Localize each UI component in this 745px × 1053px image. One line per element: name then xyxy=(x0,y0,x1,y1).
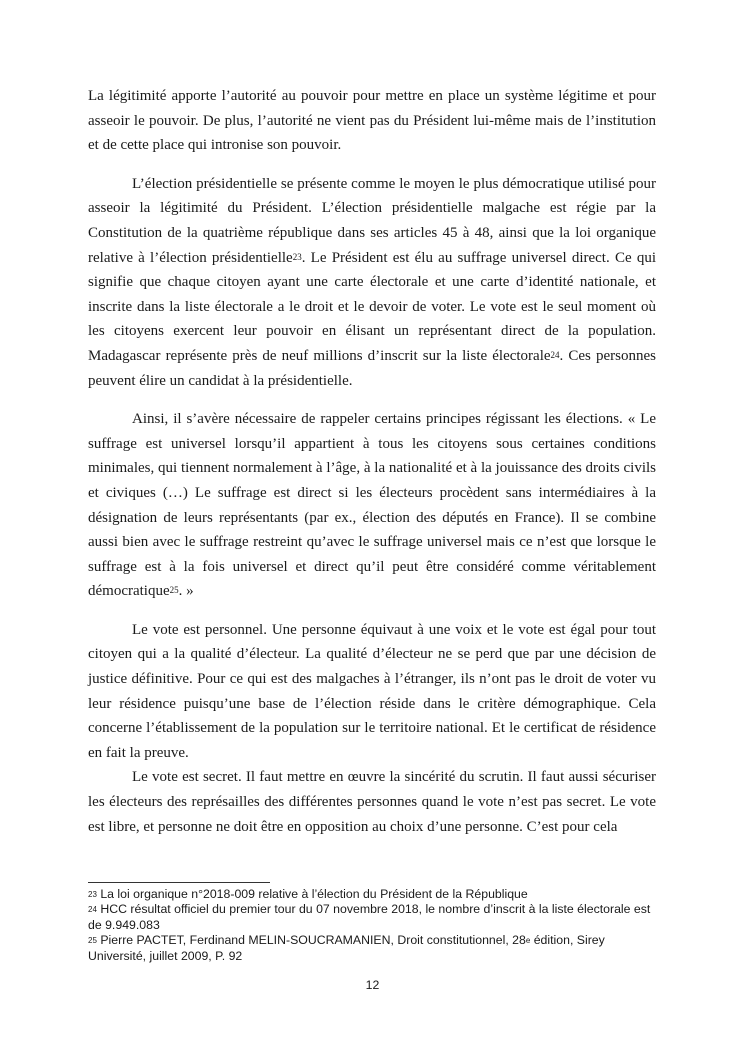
footnote-text: Pierre PACTET, Ferdinand MELIN-SOUCRAMANIEN, Droit constitutionnel, 28 xyxy=(96,933,526,948)
text-run: Le vote est personnel. Une personne équivaut à une voix et le vote est égal pour tout citoyen qui a la qualité d’électeur. La qualité d’électeur ne se perd que par une décision de justice définitive. Pour ce qui est des malgaches à l’étranger, ils n’ont pas le droit de voter vu leur résidence puisqu’une base de l’élection réside dans le critère démographique. Cela concerne l’établissement de la population sur le territoire national. Et le certificat de résidence en fait la preuve. xyxy=(88,621,656,761)
paragraph-1 xyxy=(88,84,656,158)
text-run: . Le Président est élu au suffrage universel direct. Ce qui signifie que chaque citoyen ayant une carte électorale et une carte d’identité nationale, et inscrite dans la liste électorale a le droit et le devoir de voter. Le vote est le seul moment où les citoyens exercent leur pouvoir en élisant un représentant direct de la population. Madagascar représente près de neuf millions d’inscrit sur la liste électorale xyxy=(88,249,656,364)
footnote-number: 25 xyxy=(88,936,97,946)
paragraph-3 xyxy=(88,407,656,604)
text-run: L’élection présidentielle se présente comme le moyen le plus démocratique utilisé pour asseoir la légitimité du Président. L’élection présidentielle malgache est régie par la Constitution de la quatrième république dans ses articles 45 à 48, ainsi que la loi organique relative à l’élection présidentielle xyxy=(88,175,656,266)
footnote-number: 23 xyxy=(88,890,97,899)
footnote-25 xyxy=(88,933,660,964)
text-run: Le vote est secret. Il faut mettre en œuvre la sincérité du scrutin. Il faut aussi sécuriser les électeurs des représailles des différentes personnes quand le vote n’est pas secret. Le vote est libre, et personne ne doit être en opposition au choix d’une personne. C’est pour cela xyxy=(88,769,656,835)
footnote-ref-23[interactable]: 23 xyxy=(292,251,302,262)
footnote-number: 24 xyxy=(88,905,97,915)
text-run: . Ces personnes peuvent élire un candidat à la présidentielle. xyxy=(88,347,656,389)
footnote-24 xyxy=(88,902,660,933)
footnote-ref-24[interactable]: 24 xyxy=(550,349,560,360)
footnote-23 xyxy=(88,887,660,902)
paragraph-5 xyxy=(88,765,656,839)
text-run: Ainsi, il s’avère nécessaire de rappeler certains principes régissant les élections. « Le suffrage est universel lorsqu’il appartient à tous les citoyens sous certaines conditions minimales, qui tiennent normalement à l’âge, à la nationalité et à la jouissance des droits civils et civiques (…) Le suffrage est direct si les électeurs procèdent sans intermédiaires à la désignation de leurs représentants (par ex., élection des députés en France). Il se combine aussi bien avec le suffrage restreint qu’avec le suffrage universel mais ce n’est que lorsque le suffrage est à la fois universel et direct qu’il peut être considéré comme véritablement démocratique xyxy=(88,411,656,600)
footnotes xyxy=(88,887,660,964)
text-run: La légitimité apporte l’autorité au pouvoir pour mettre en place un système légitime et pour asseoir le pouvoir. De plus, l’autorité ne vient pas du Président lui-même mais de l’institution et de cette place qui intronise son pouvoir. xyxy=(88,88,656,154)
footnote-text: La loi organique n°2018-009 relative à l’élection du Président de la République xyxy=(96,887,528,901)
paragraph-4 xyxy=(88,618,656,766)
paragraph-2 xyxy=(88,172,656,393)
footnote-text: HCC résultat officiel du premier tour du 07 novembre 2018, le nombre d’inscrit à la liste électorale est de 9.949.083 xyxy=(88,902,651,932)
footnote-text: édition, Sirey Université, juillet 2009, P. 92 xyxy=(88,933,605,963)
ordinal-suffix: e xyxy=(525,936,531,946)
footnote-separator xyxy=(88,882,270,883)
body-text xyxy=(88,84,656,839)
text-run: . » xyxy=(178,583,194,600)
page-number: 12 xyxy=(365,978,380,992)
footnote-ref-25[interactable]: 25 xyxy=(169,585,179,596)
